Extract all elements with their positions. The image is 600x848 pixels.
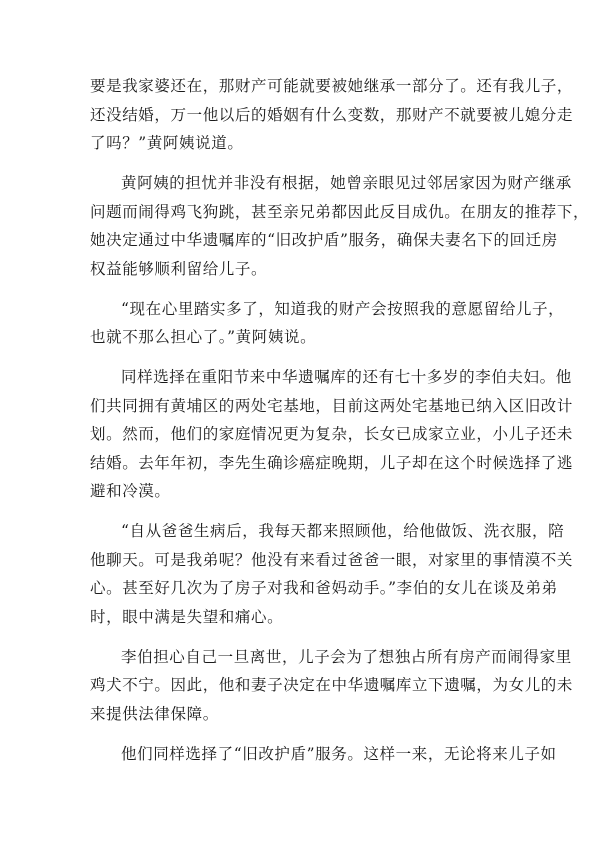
- text-line: 她决定通过中华遗嘱库的“旧改护盾”服务，确保夫妻名下的回迁房: [90, 231, 558, 249]
- text-line: 他聊天。可是我弟呢？他没有来看过爸爸一眼，对家里的事情漠不关: [90, 550, 574, 569]
- paragraph-2: [90, 169, 590, 283]
- text-line: 了吗？”黄阿姨说道。: [90, 134, 244, 152]
- paragraph-1: [90, 72, 574, 158]
- text-line: 们共同拥有黄埔区的两处宅基地，目前这两处宅基地已纳入区旧改计: [90, 396, 574, 415]
- paragraph-5: [90, 517, 574, 631]
- text-line: 结婚。去年年初，李先生确诊癌症晚期，儿子却在这个时候选择了逃: [90, 453, 574, 472]
- paragraph-6: [90, 643, 574, 729]
- text-line: 权益能够顺利留给儿子。: [90, 259, 268, 278]
- text-line: 划。然而，他们的家庭情况更为复杂，长女已成家立业，小儿子还未: [90, 425, 574, 443]
- text-line: 也就不那么担心了。”黄阿姨说。: [90, 328, 317, 346]
- text-line: 黄阿姨的担忧并非没有根据，她曾亲眼见过邻居家因为财产继承: [121, 174, 572, 192]
- text-line: 还没结婚，万一他以后的婚姻有什么变数，那财产不就要被儿媳分走: [90, 105, 574, 124]
- text-line: 时，眼中满是失望和痛心。: [90, 607, 284, 626]
- text-line: 李伯担心自己一旦离世，儿子会为了想独占所有房产而闹得家里: [121, 647, 572, 666]
- text-line: 鸡犬不宁。因此，他和妻子决定在中华遗嘱库立下遗嘱，为女儿的未: [90, 676, 574, 694]
- paragraph-4: [90, 363, 574, 506]
- article-body: [90, 72, 590, 780]
- text-line: 同样选择在重阳节来中华遗嘱库的还有七十多岁的李伯夫妇。他: [121, 368, 572, 386]
- text-line: 避和冷漠。: [90, 482, 171, 500]
- paragraph-7: [90, 740, 557, 769]
- text-line: 要是我家婆还在，那财产可能就要被她继承一部分了。还有我儿子，: [90, 77, 574, 95]
- text-line: “自从爸爸生病后，我每天都来照顾他，给他做饭、洗衣服，陪: [121, 522, 565, 540]
- text-line: 他们同样选择了“旧改护盾”服务。这样一来，无论将来儿子如: [121, 744, 557, 763]
- text-line: 问题而闹得鸡飞狗跳，甚至亲兄弟都因此反目成仇。在朋友的推荐下，: [90, 202, 590, 221]
- text-line: “现在心里踏实多了，知道我的财产会按照我的意愿留给儿子，: [121, 299, 565, 318]
- paragraph-3: [90, 295, 565, 352]
- text-line: 心。甚至好几次为了房子对我和爸妈动手。”李伯的女儿在谈及弟弟: [90, 579, 558, 597]
- text-line: 来提供法律保障。: [90, 704, 219, 723]
